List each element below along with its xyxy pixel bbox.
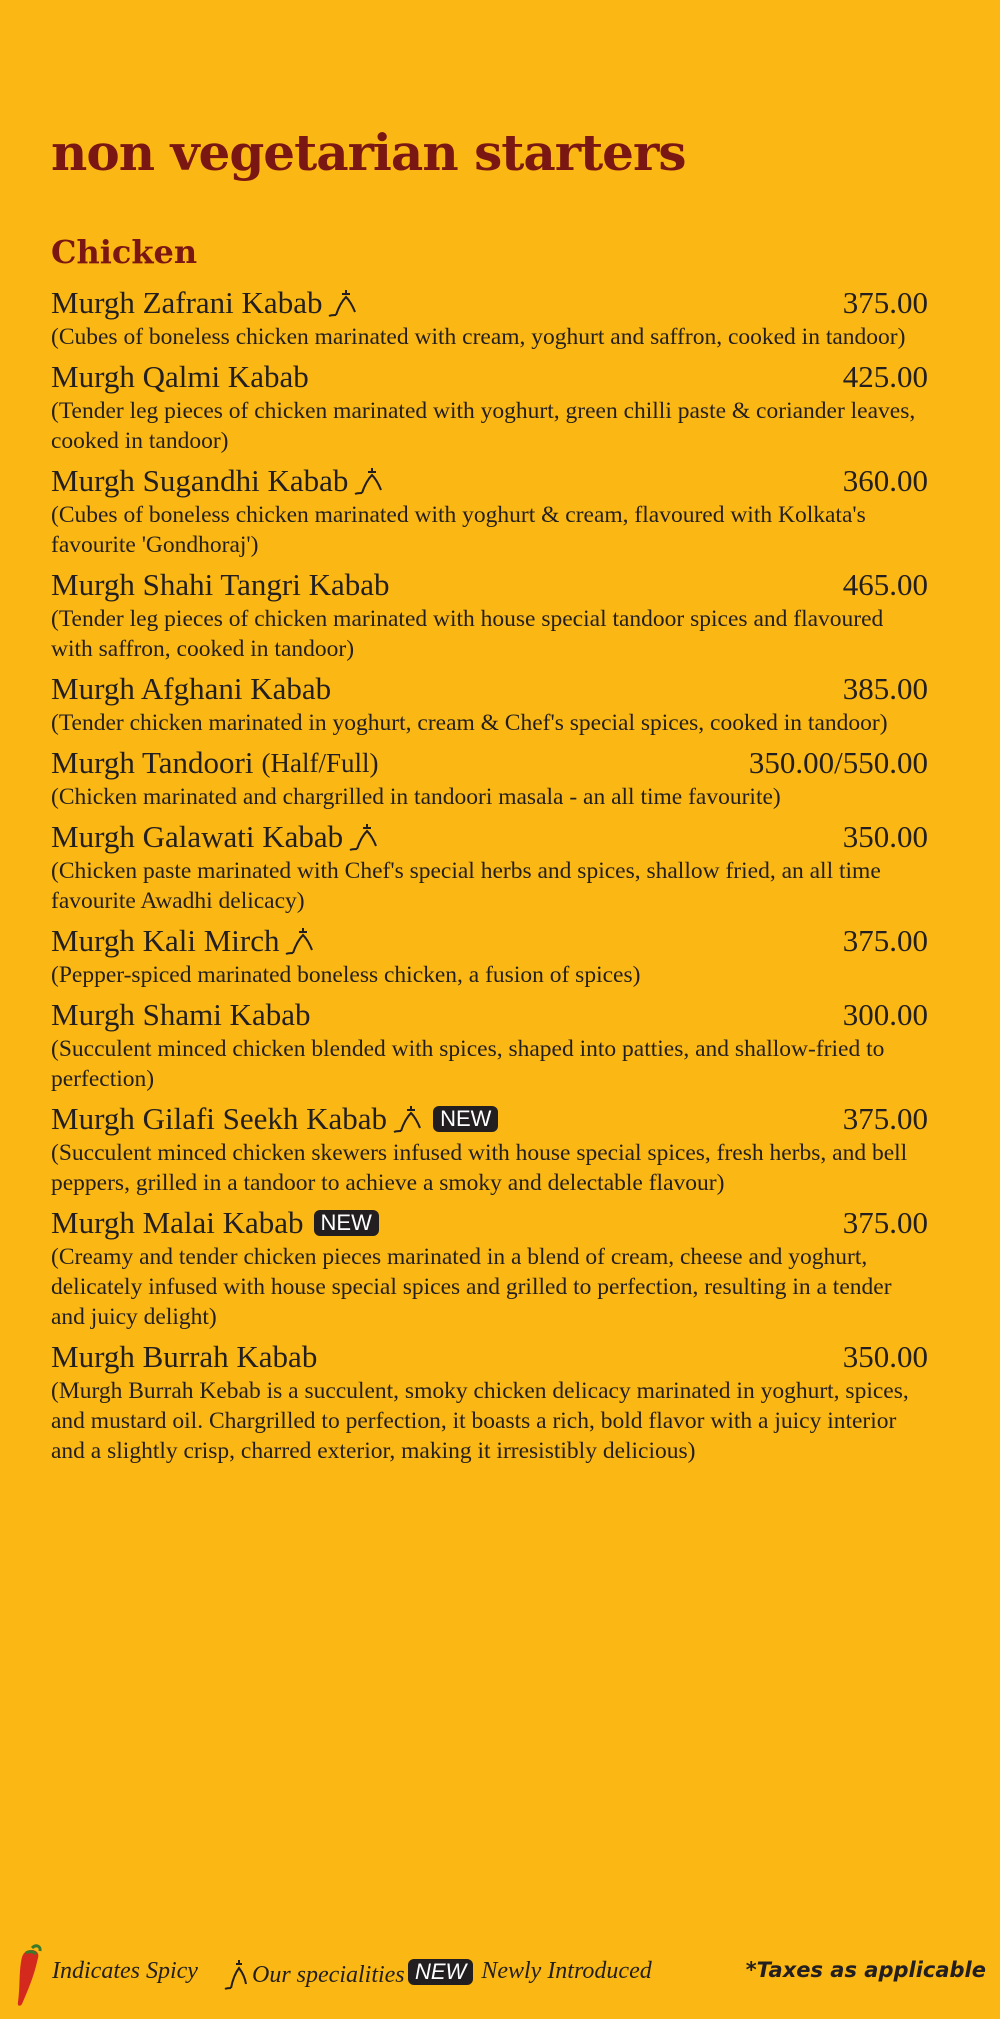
menu-item-header	[51, 566, 928, 604]
menu-item-price: 375.00	[842, 923, 928, 958]
menu-item-name-group	[51, 462, 384, 500]
menu-item-name-group	[51, 670, 331, 708]
menu-item-description: (Cubes of boneless chicken marinated with cream, yoghurt and saffron, cooked in tandoor)	[51, 324, 906, 350]
new-badge: NEW	[314, 1210, 379, 1236]
menu-item-description: (Tender chicken marinated in yoghurt, cream & Chef's special spices, cooked in tandoor)	[51, 710, 888, 736]
menu-item-header	[51, 1100, 928, 1138]
menu-item-name-group	[51, 566, 390, 604]
menu-item-header	[51, 358, 928, 396]
taxes-note: *Taxes as applicable	[745, 1958, 986, 1982]
cloche-icon	[222, 1958, 250, 1992]
menu-item-price: 375.00	[842, 1101, 928, 1136]
menu-item-name: Murgh Shahi Tangri Kabab	[51, 567, 390, 602]
menu-item-price: 425.00	[842, 359, 928, 394]
menu-item	[51, 358, 928, 456]
menu-item-name-group	[51, 996, 310, 1034]
menu-item-name-group	[51, 1100, 498, 1138]
cloche-icon	[391, 1104, 423, 1134]
menu-item-name: Murgh Shami Kabab	[51, 997, 311, 1032]
legend-spicy	[52, 1958, 198, 1985]
menu-item-name-group	[51, 922, 315, 960]
cloche-icon	[347, 822, 379, 852]
menu-item-name: Murgh Gilafi Seekh Kabab	[51, 1101, 388, 1136]
menu-item-price: 465.00	[842, 567, 928, 602]
chili-icon	[14, 1942, 44, 2013]
legend	[14, 1936, 986, 2016]
legend-new-text: Newly Introduced	[481, 1958, 652, 1984]
menu-item-name-group	[51, 818, 379, 856]
menu-item	[51, 922, 928, 990]
menu-item-description: (Creamy and tender chicken pieces marinated in a blend of cream, cheese and yoghurt, delicately infused with house special spices and grilled to perfection, resulting in a tender and juicy delight)	[51, 1244, 892, 1330]
menu-item-header	[51, 462, 928, 500]
menu-item-name-group	[51, 358, 309, 396]
menu-item	[51, 996, 928, 1094]
menu-item-name-group	[51, 1338, 317, 1376]
menu-item-description: (Murgh Burrah Kebab is a succulent, smoky chicken delicacy marinated in yoghurt, spices, and mustard oil. Chargrilled to perfection, it boasts a rich, bold flavor with a juicy interior and a slightly crisp, charred exterior, making it irresistibly delicious)	[51, 1378, 909, 1464]
menu-item-name: Murgh Malai Kabab	[51, 1205, 304, 1240]
legend-new	[408, 1958, 652, 1985]
legend-specialties-text: Our specialities	[252, 1961, 405, 1988]
menu-item-name: Murgh Tandoori	[51, 745, 254, 780]
menu-item-description: (Cubes of boneless chicken marinated with yoghurt & cream, flavoured with Kolkata's favourite 'Gondhoraj')	[51, 502, 866, 558]
menu-item-name-group	[51, 284, 358, 322]
menu-item	[51, 566, 928, 664]
menu-item-price: 350.00/550.00	[748, 745, 928, 780]
menu-item-header	[51, 744, 928, 782]
menu-item-price: 385.00	[842, 671, 928, 706]
menu-item-header	[51, 1338, 928, 1376]
menu-item-description: (Succulent minced chicken blended with spices, shaped into patties, and shallow-fried to perfection)	[51, 1036, 885, 1092]
cloche-icon	[326, 288, 358, 318]
menu-item	[51, 284, 928, 352]
menu-item	[51, 1100, 928, 1198]
menu-item-price: 350.00	[842, 1339, 928, 1374]
legend-spicy-text: Indicates Spicy	[52, 1958, 198, 1984]
menu-item-name-group	[51, 1204, 379, 1242]
menu-item	[51, 462, 928, 560]
menu-item-description: (Chicken paste marinated with Chef's special herbs and spices, shallow fried, an all time favourite Awadhi delicacy)	[51, 858, 881, 914]
menu-item-description: (Chicken marinated and chargrilled in tandoori masala - an all time favourite)	[51, 784, 781, 810]
page-title: non vegetarian starters	[51, 123, 686, 182]
menu-item-name: Murgh Afghani Kabab	[51, 671, 332, 706]
menu-item	[51, 670, 928, 738]
menu-item-name: Murgh Burrah Kabab	[51, 1339, 318, 1374]
menu-item-header	[51, 922, 928, 960]
menu-item-header	[51, 818, 928, 856]
menu-item-price: 350.00	[842, 819, 928, 854]
legend-specialties	[222, 1958, 405, 1992]
menu-item-price: 375.00	[842, 285, 928, 320]
menu-item-price: 360.00	[842, 463, 928, 498]
menu-item	[51, 1204, 928, 1332]
menu-item-price: 375.00	[842, 1205, 928, 1240]
cloche-icon	[352, 466, 384, 496]
menu-item	[51, 818, 928, 916]
menu-item-description: (Tender leg pieces of chicken marinated with yoghurt, green chilli paste & coriander leaves, cooked in tandoor)	[51, 398, 916, 454]
section-title-chicken: Chicken	[51, 233, 198, 271]
menu-item-header	[51, 284, 928, 322]
menu-item-name: Murgh Galawati Kabab	[51, 819, 344, 854]
menu-item-name: Murgh Sugandhi Kabab	[51, 463, 349, 498]
menu-item	[51, 1338, 928, 1466]
menu-item-description: (Pepper-spiced marinated boneless chicken, a fusion of spices)	[51, 962, 641, 988]
menu-item-note: (Half/Full)	[261, 748, 379, 778]
menu-item-name: Murgh Qalmi Kabab	[51, 359, 309, 394]
menu-item-list	[51, 284, 928, 1472]
menu-item-header	[51, 670, 928, 708]
menu-item-price: 300.00	[842, 997, 928, 1032]
menu-item-description: (Tender leg pieces of chicken marinated with house special tandoor spices and flavoured with saffron, cooked in tandoor)	[51, 606, 884, 662]
menu-item-name-group	[51, 744, 378, 782]
menu-item-header	[51, 996, 928, 1034]
menu-item-header	[51, 1204, 928, 1242]
menu-item	[51, 744, 928, 812]
menu-item-name: Murgh Zafrani Kabab	[51, 285, 323, 320]
menu-item-name: Murgh Kali Mirch	[51, 923, 280, 958]
new-badge: NEW	[433, 1106, 498, 1132]
cloche-icon	[283, 926, 315, 956]
menu-item-description: (Succulent minced chicken skewers infused with house special spices, fresh herbs, and bell peppers, grilled in a tandoor to achieve a smoky and delectable flavour)	[51, 1140, 908, 1196]
new-badge: NEW	[408, 1959, 473, 1985]
